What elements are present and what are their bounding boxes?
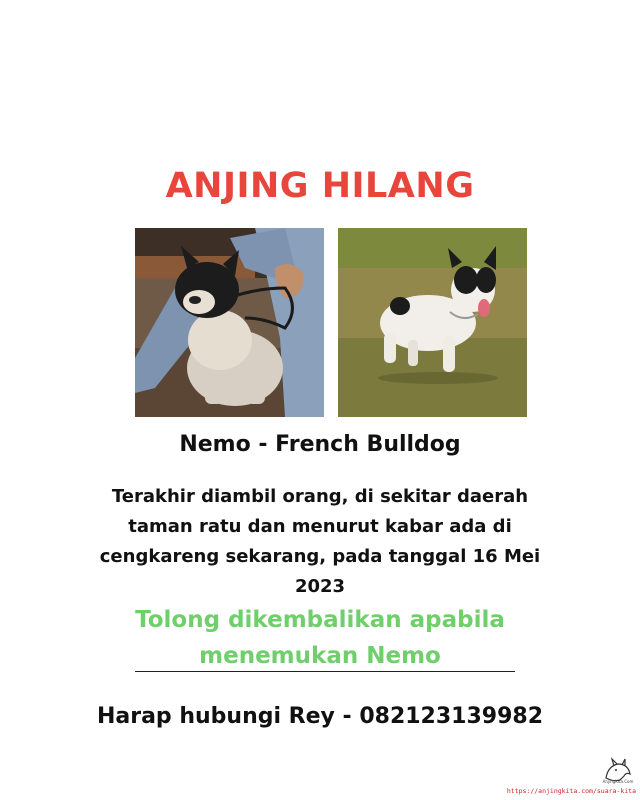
divider [135,671,515,672]
headline: ANJING HILANG [165,166,475,206]
plea-text: Tolong dikembalikan apabila menemukan Nemo [135,607,505,669]
dog-name: Nemo - French Bulldog [179,432,461,457]
contact-info: Harap hubungi Rey - 082123139982 [96,704,544,729]
dog-photo-grass [338,228,527,417]
description-text: Terakhir diambil orang, di sekitar daerah taman ratu dan menurut kabar ada di cengkareng sekarang, pada tanggal 16 Mei 2023 [99,486,541,597]
source-url: https://anjingkita.com/suara-kita [506,787,636,795]
dog-photo-leash [135,228,324,417]
logo-text: AnjingKita.Com [602,779,634,784]
